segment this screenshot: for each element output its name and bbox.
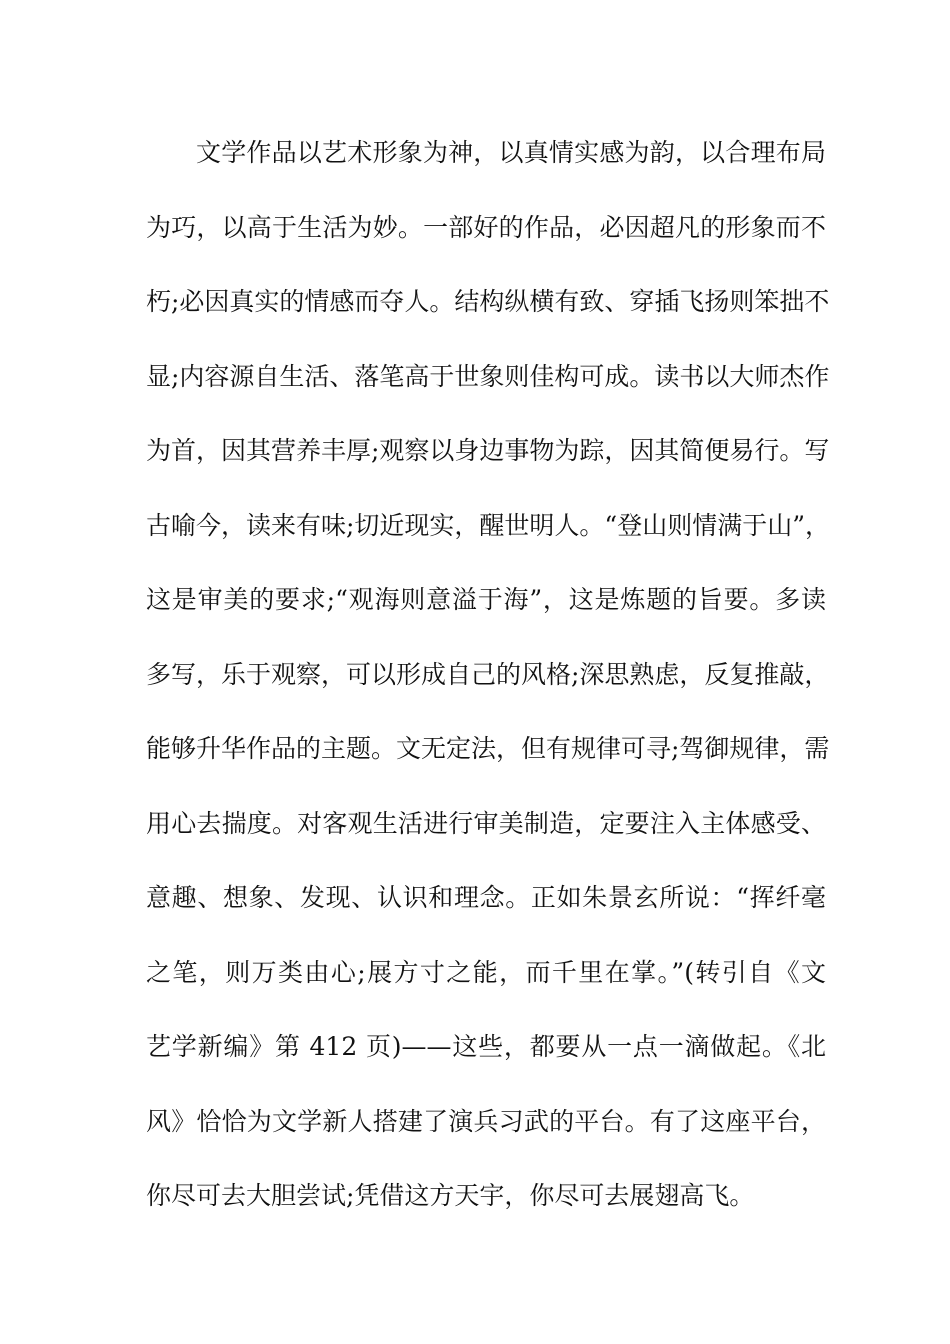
paragraph-line: 你尽可去大胆尝试;凭借这方天宇，你尽可去展翅高飞。 (146, 1181, 755, 1210)
paragraph-line: 为首，因其营养丰厚;观察以身边事物为踪，因其简便易行。写 (146, 436, 830, 465)
paragraph-line: 能够升华作品的主题。文无定法，但有规律可寻;驾御规律，需 (146, 734, 830, 763)
paragraph-line: 之笔，则万类由心;展方寸之能，而千里在掌。”(转引自《文 (146, 957, 826, 987)
paragraph-line: 古喻今，读来有味;切近现实，醒世明人。“登山则情满于山”， (146, 510, 830, 540)
paragraph-line: 意趣、想象、发现、认识和理念。正如朱景玄所说：“挥纤毫 (146, 883, 826, 912)
paragraph-line: 风》恰恰为文学新人搭建了演兵习武的平台。有了这座平台， (146, 1106, 826, 1136)
paragraph-line: 显;内容源自生活、落笔高于世象则佳构可成。读书以大师杰作 (146, 361, 830, 391)
paragraph-line: 多写，乐于观察，可以形成自己的风格;深思熟虑，反复推敲， (146, 659, 830, 689)
paragraph-line: 为巧，以高于生活为妙。一部好的作品，必因超凡的形象而不 (146, 212, 826, 242)
paragraph-line: 艺学新编》第 412 页)——这些，都要从一点一滴做起。《北 (146, 1032, 826, 1061)
paragraph-line: 这是审美的要求;“观海则意溢于海”，这是炼题的旨要。多读 (146, 585, 826, 614)
paragraph-line: 用心去揣度。对客观生活进行审美制造，定要注入主体感受、 (146, 808, 826, 838)
paragraph-line: 朽;必因真实的情感而夺人。结构纵横有致、穿插飞扬则笨拙不 (146, 287, 830, 316)
paragraph-line: 文学作品以艺术形象为神，以真情实感为韵，以合理布局 (196, 138, 826, 167)
body-paragraph (146, 128, 830, 1246)
